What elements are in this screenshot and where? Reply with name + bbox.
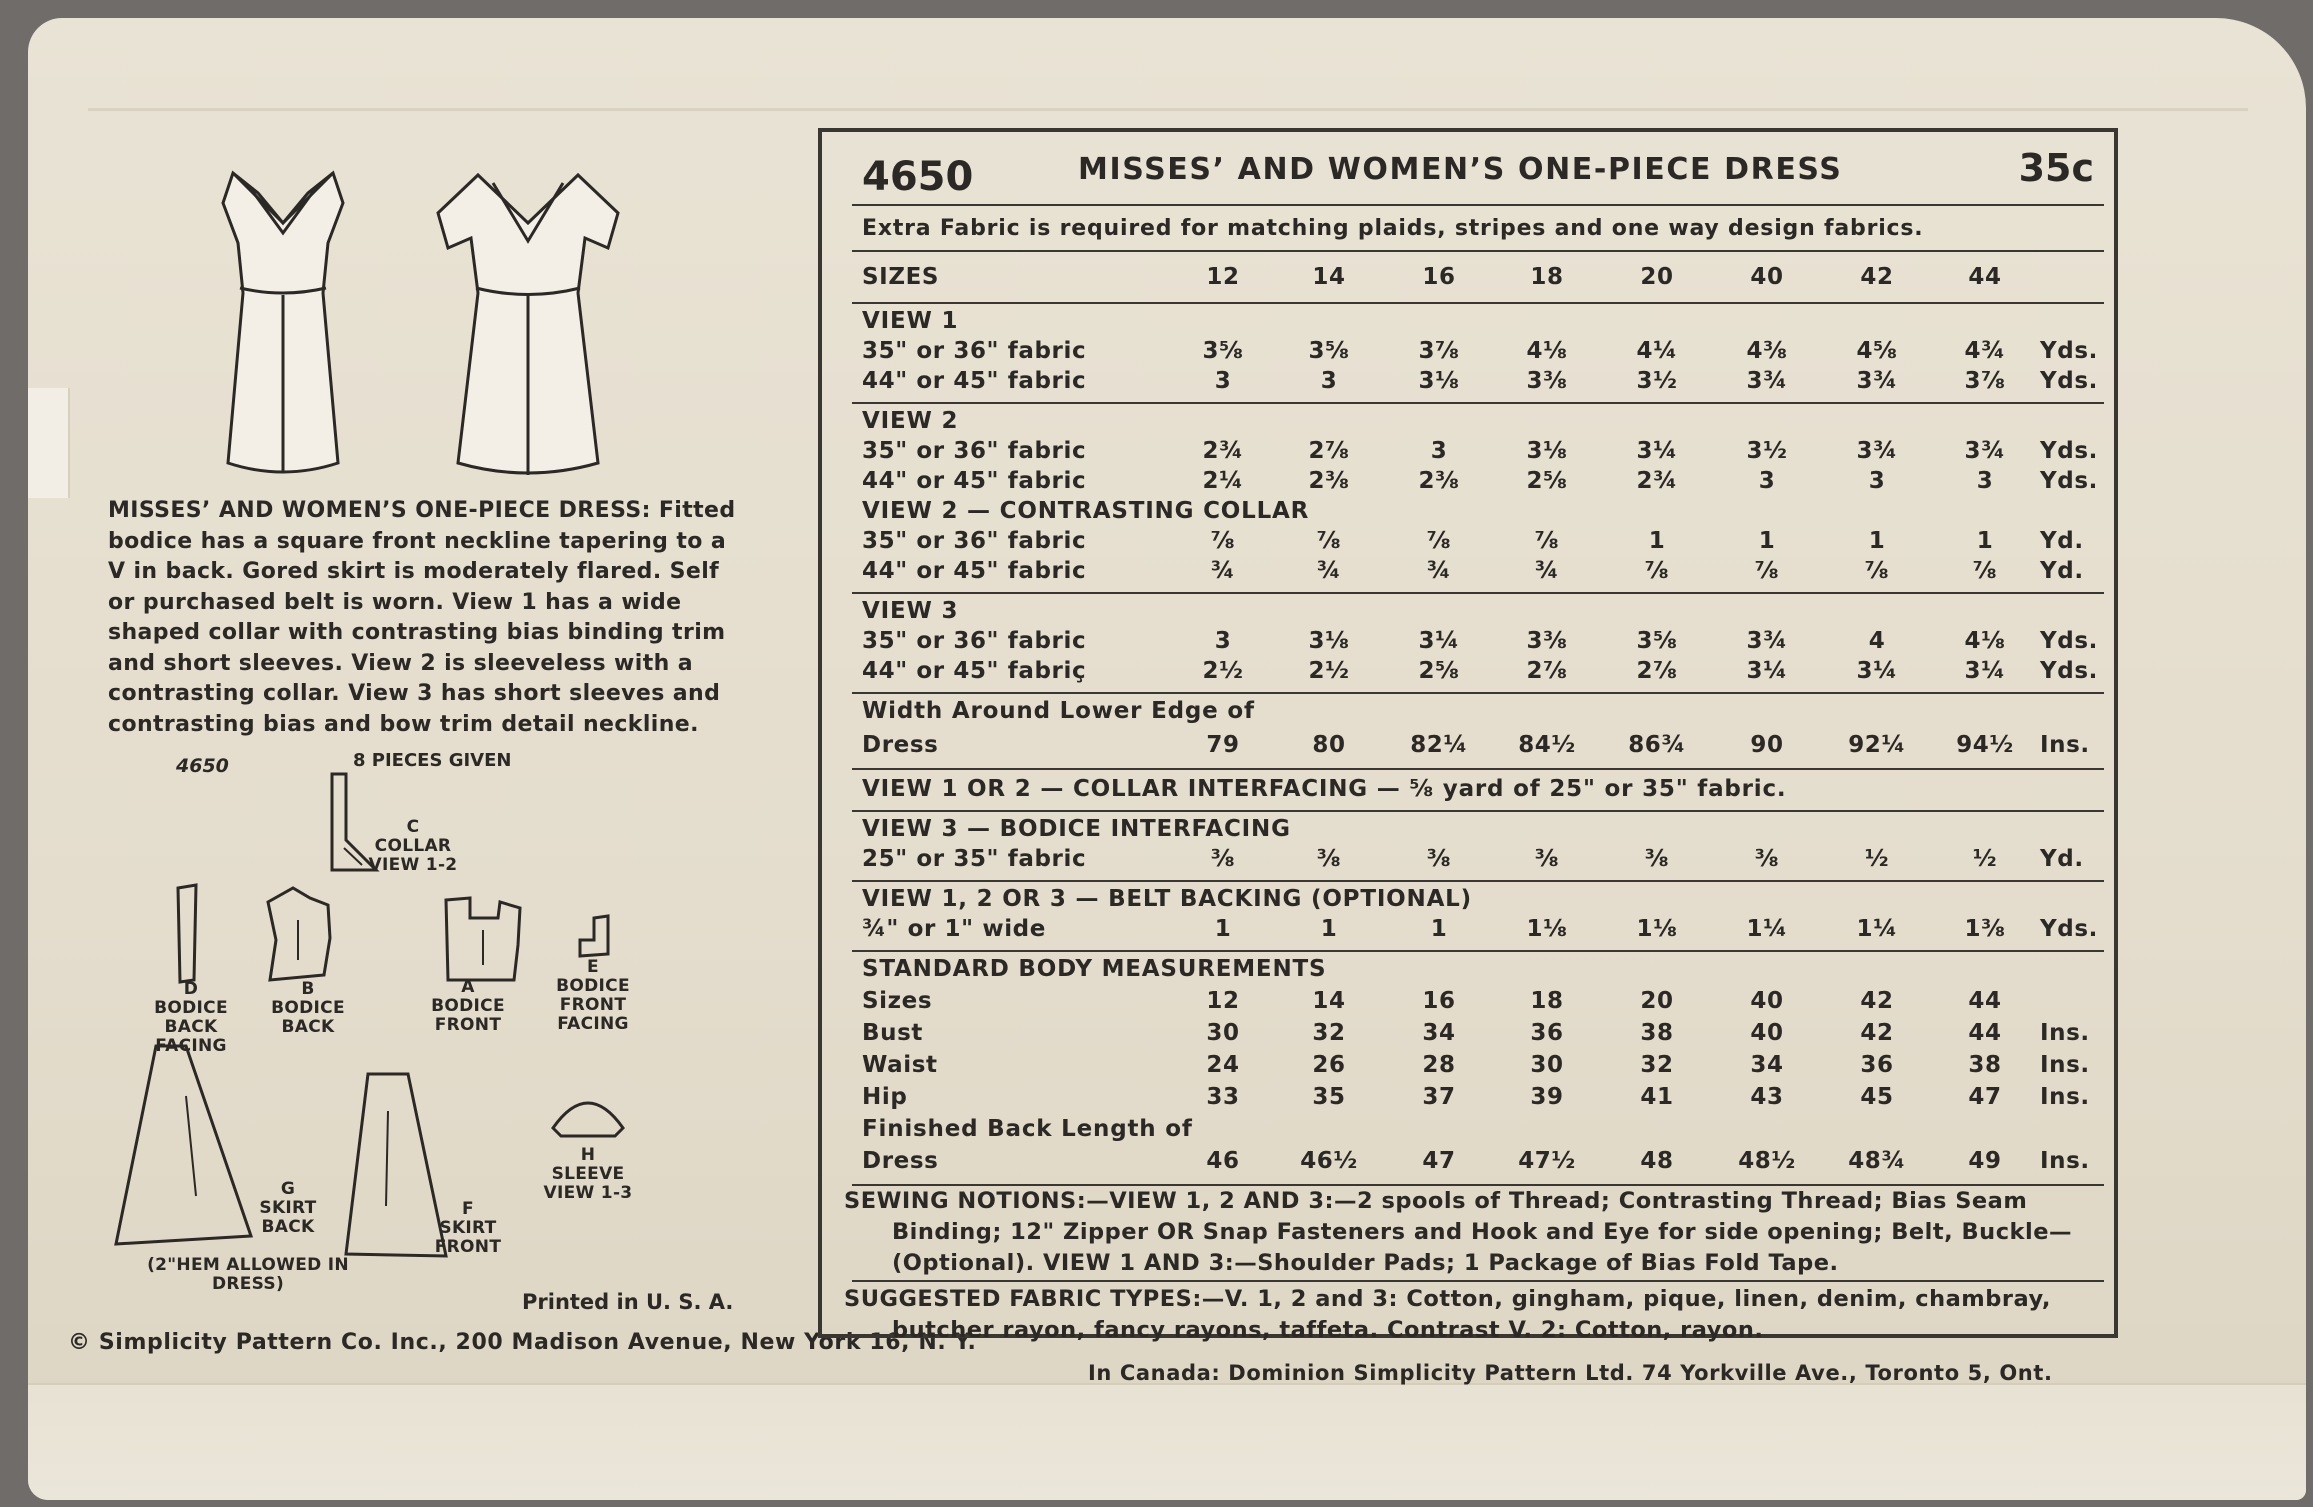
sleeve-shape [543,1078,633,1148]
table-row: 35" or 36" fabric 3 3⅛ 3¼ 3⅜ 3⅝ 3¾ 4 4⅛ Yds. [862,628,2098,654]
table-row: Hip 33 35 37 39 41 43 45 47 Ins. [862,1084,2090,1110]
table-row: ¾" or 1" wide 1 1 1 1⅛ 1⅛ 1¼ 1¼ 1⅜ Yds. [862,916,2098,942]
torn-edge [28,388,70,498]
hem-note: (2"HEM ALLOWED IN DRESS) [147,1255,349,1294]
rule [852,768,2104,770]
piece-label-e: E BODICE FRONT FACING [556,957,630,1034]
description-body: Fitted bodice has a square front neckline tapering to a V in back. Gored skirt is moderately flared. Self or purchased belt is worn. View 1 has a wide shaped collar with contrasting bias binding trim and short sleeves. View 2 is sleeveless with a contrasting collar. View 3 has short sleeves and contrasting bias and bow trim detail neckline. [108,498,736,737]
sewing-notions: SEWING NOTIONS:—VIEW 1, 2 AND 3:—2 spools of Thread; Contrasting Thread; Bias Seam Binding; 12" Zipper OR Snap Fasteners and Hook and Eye for side opening; Belt, Buckle— (Optional). VIEW 1 AND 3:—Shoulder Pads; 1 Package of Bias Fold Tape. [844,1188,2072,1276]
yardage-chart [818,128,2118,1343]
piece-label-d: D BODICE BACK FACING [154,979,228,1056]
extra-fabric-note: Extra Fabric is required for matching plaids, stripes and one way design fabrics. [862,216,1924,241]
table-row: Waist 24 26 28 30 32 34 36 38 Ins. [862,1052,2090,1078]
table-row: 35" or 36" fabric 2¾ 2⅞ 3 3⅛ 3¼ 3½ 3¾ 3¾ Yds. [862,438,2098,464]
canada-line: In Canada: Dominion Simplicity Pattern Ltd. 74 Yorkville Ave., Toronto 5, Ont. [1088,1361,2053,1385]
table-row: 35" or 36" fabric 3⅝ 3⅝ 3⅞ 4⅛ 4¼ 4⅜ 4⅝ 4¾ Yds. [862,338,2098,364]
bodice-back-facing-shape [166,880,216,990]
piece-label-a: A BODICE FRONT [431,977,505,1035]
rule [852,692,2104,694]
suggested-fabrics: SUGGESTED FABRIC TYPES:—V. 1, 2 and 3: Cotton, gingham, pique, linen, denim, chambray, butcher rayon, fancy rayons, taffeta. Contrast V. 2: Cotton, rayon. [844,1286,2051,1343]
table-row: 44" or 45" fabric 2¼ 2⅜ 2⅜ 2⅝ 2¾ 3 3 3 Yds. [862,468,2098,494]
back-length-title: Finished Back Length of [862,1116,1193,1142]
rule [852,402,2104,404]
bottom-flap [28,1383,2306,1500]
pattern-envelope [28,18,2306,1500]
dress-sketch-view-2 [413,163,643,493]
rule [852,880,2104,882]
piece-label-h: H SLEEVE VIEW 1-3 [543,1145,633,1203]
piece-label-b: B BODICE BACK [271,979,345,1037]
rule [852,592,2104,594]
rule [852,950,2104,952]
rule [852,250,2104,252]
view2-collar-title: VIEW 2 — CONTRASTING COLLAR [862,498,1310,524]
piece-label-f: F SKIRT FRONT [434,1199,502,1257]
bodice-interfacing-title: VIEW 3 — BODICE INTERFACING [862,816,1291,842]
rule [852,302,2104,304]
view3-title: VIEW 3 [862,598,959,624]
view2-title: VIEW 2 [862,408,959,434]
copyright-line: © Simplicity Pattern Co. Inc., 200 Madison Avenue, New York 16, N. Y. [68,1330,977,1355]
measurements-title: STANDARD BODY MEASUREMENTS [862,956,1327,982]
pieces-pattern-number: 4650 [176,755,229,777]
dress-description [108,496,748,740]
table-row: Sizes 12 14 16 18 20 40 42 44 [862,988,2002,1014]
table-row: 44" or 45" fabric 3 3 3⅛ 3⅜ 3½ 3¾ 3¾ 3⅞ Yds. [862,368,2098,394]
table-row: Dress 79 80 82¼ 84½ 86¾ 90 92¼ 94½ Ins. [862,732,2090,758]
bodice-back-shape [248,880,348,990]
top-fold-line [88,48,2248,111]
pattern-price: 35c [2018,146,2094,190]
collar-interfacing: VIEW 1 OR 2 — COLLAR INTERFACING — ⅝ yard of 25" or 35" fabric. [862,776,1787,802]
pieces-given-label: 8 PIECES GIVEN [353,750,512,771]
table-row: 35" or 36" fabric ⅞ ⅞ ⅞ ⅞ 1 1 1 1 Yd. [862,528,2084,554]
rule [852,810,2104,812]
sizes-header-row: SIZES 12 14 16 18 20 40 42 44 [862,264,2002,290]
piece-label-c: C COLLAR VIEW 1-2 [368,817,458,875]
width-title: Width Around Lower Edge of [862,698,1255,724]
rule [852,204,2104,206]
table-row: 44" or 45" fabriç 2½ 2½ 2⅝ 2⅞ 2⅞ 3¼ 3¼ 3¼ Yds. [862,658,2098,684]
table-row: 25" or 35" fabric ⅜ ⅜ ⅜ ⅜ ⅜ ⅜ ½ ½ Yd. [862,846,2084,872]
view1-title: VIEW 1 [862,308,959,334]
description-lead: MISSES’ AND WOMEN’S ONE-PIECE DRESS: [108,498,651,523]
table-row: Dress 46 46½ 47 47½ 48 48½ 48¾ 49 Ins. [862,1148,2090,1174]
table-row: Bust 30 32 34 36 38 40 42 44 Ins. [862,1020,2090,1046]
piece-label-g: G SKIRT BACK [259,1179,317,1237]
pattern-number: 4650 [862,154,974,200]
table-row: 44" or 45" fabric ¾ ¾ ¾ ¾ ⅞ ⅞ ⅞ ⅞ Yd. [862,558,2084,584]
printed-in-usa: Printed in U. S. A. [522,1290,734,1314]
pattern-title: MISSES’ AND WOMEN’S ONE-PIECE DRESS [1078,152,1843,187]
dress-sketch-view-1 [178,163,388,493]
belt-backing-title: VIEW 1, 2 OR 3 — BELT BACKING (OPTIONAL) [862,886,1472,912]
